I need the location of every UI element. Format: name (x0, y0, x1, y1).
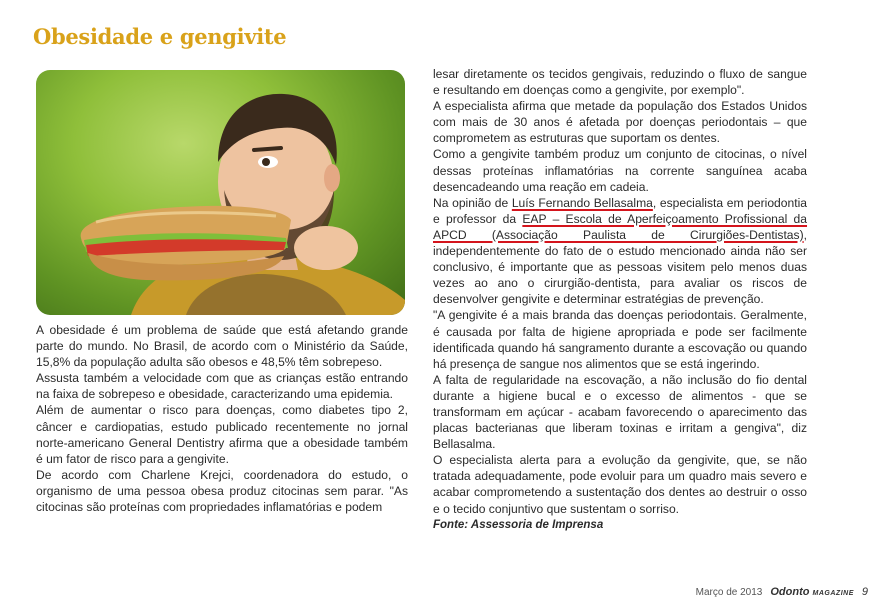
right-column (433, 66, 807, 533)
magazine-brand (770, 586, 854, 598)
institution-name: EAP – Escola de Aperfeiçoamento Profissional da APCD (Associação Paulista de Cirurgiões-Dentistas) (433, 211, 808, 242)
paragraph: Além de aumentar o risco para doenças, como diabetes tipo 2, câncer e cardiopatias, estudo publicado recentemente no jornal norte-americano General Dentistry afirma que a obesidade também é um fator de risco para a gengivite. (36, 403, 408, 466)
text-fragment: , especialista em periodontia e professor da (433, 195, 807, 226)
paragraph: A obesidade é um problema de saúde que está afetando grande parte do mundo. No Brasil, de acordo com o Ministério da Saúde, 15,8% da população adulta são obesos e 48,5% têm sobrepeso. (36, 323, 408, 370)
man-eating-sandwich-photo (36, 70, 405, 315)
photo-illustration (36, 70, 405, 315)
paragraph: "A gengivite é a mais branda das doenças periodontais. Geralmente, é causada por falta de higiene apropriada e pode ser facilmente identificada quando há sangramento durante a escovação ou quando há presença de sangue nos alimentos que se está ingerindo. (433, 308, 807, 371)
brand-name: Odonto (770, 586, 810, 598)
paragraph-opinion (433, 195, 807, 308)
paragraph: De acordo com Charlene Krejci, coordenadora do estudo, o organismo de uma pessoa obesa produz citocinas sem parar. "As citocinas são proteínas com propriedades inflamatórias e podem (36, 467, 408, 515)
source-credit: Fonte: Assessoria de Imprensa (433, 518, 604, 531)
article-title: Obesidade e gengivite (33, 24, 287, 49)
page-footer (696, 586, 868, 598)
paragraph: O especialista alerta para a evolução da gengivite, que, se não tratada adequadamente, pode evoluir para um quadro mais severo e acabar comprometendo a sustentação dos dentes ao destruir o osso e o tecido conjuntivo que sustentam o sorriso. (433, 453, 807, 516)
paragraph: lesar diretamente os tecidos gengivais, reduzindo o fluxo de sangue e resultando em doenças como a gengivite, por exemplo". (433, 67, 807, 98)
paragraph: Como a gengivite também produz um conjunto de citocinas, o nível dessas proteínas inflamatórias na corrente sanguínea acaba desencadeando uma reação em cadeia. (433, 147, 807, 194)
issue-date: Março de 2013 (695, 587, 763, 598)
specialist-name: Luís Fernando Bellasalma (511, 195, 653, 210)
paragraph: A especialista afirma que metade da população dos Estados Unidos com mais de 30 anos é afetada por doenças periodontais – que comprometem as estruturas que suportam os dentes. (433, 99, 807, 146)
text-fragment: Na opinião de (433, 195, 512, 210)
left-column (36, 322, 408, 515)
paragraph: Assusta também a velocidade com que as crianças estão entrando na faixa de sobrepeso e obesidade, caracterizando uma epidemia. (36, 371, 408, 402)
text-fragment: , independentemente do fato de o estudo mencionado ainda não ser conclusivo, é importante que as pessoas visitem pelo menos duas vezes ao ano o cirurgião-dentista, para avaliar os riscos de desenvolver gengivite e determinar estratégias de prevenção. (433, 227, 807, 307)
paragraph: A falta de regularidade na escovação, a não inclusão do fio dental durante a higiene bucal e o excesso de alimentos - que se transformam em açúcar - acabam favorecendo o aparecimento das placas bacterianas que liberam toxinas e irritam a gengiva", diz Bellasalma. (433, 372, 807, 452)
brand-sub: MAGAZINE (812, 590, 854, 597)
page-number: 9 (861, 586, 868, 598)
